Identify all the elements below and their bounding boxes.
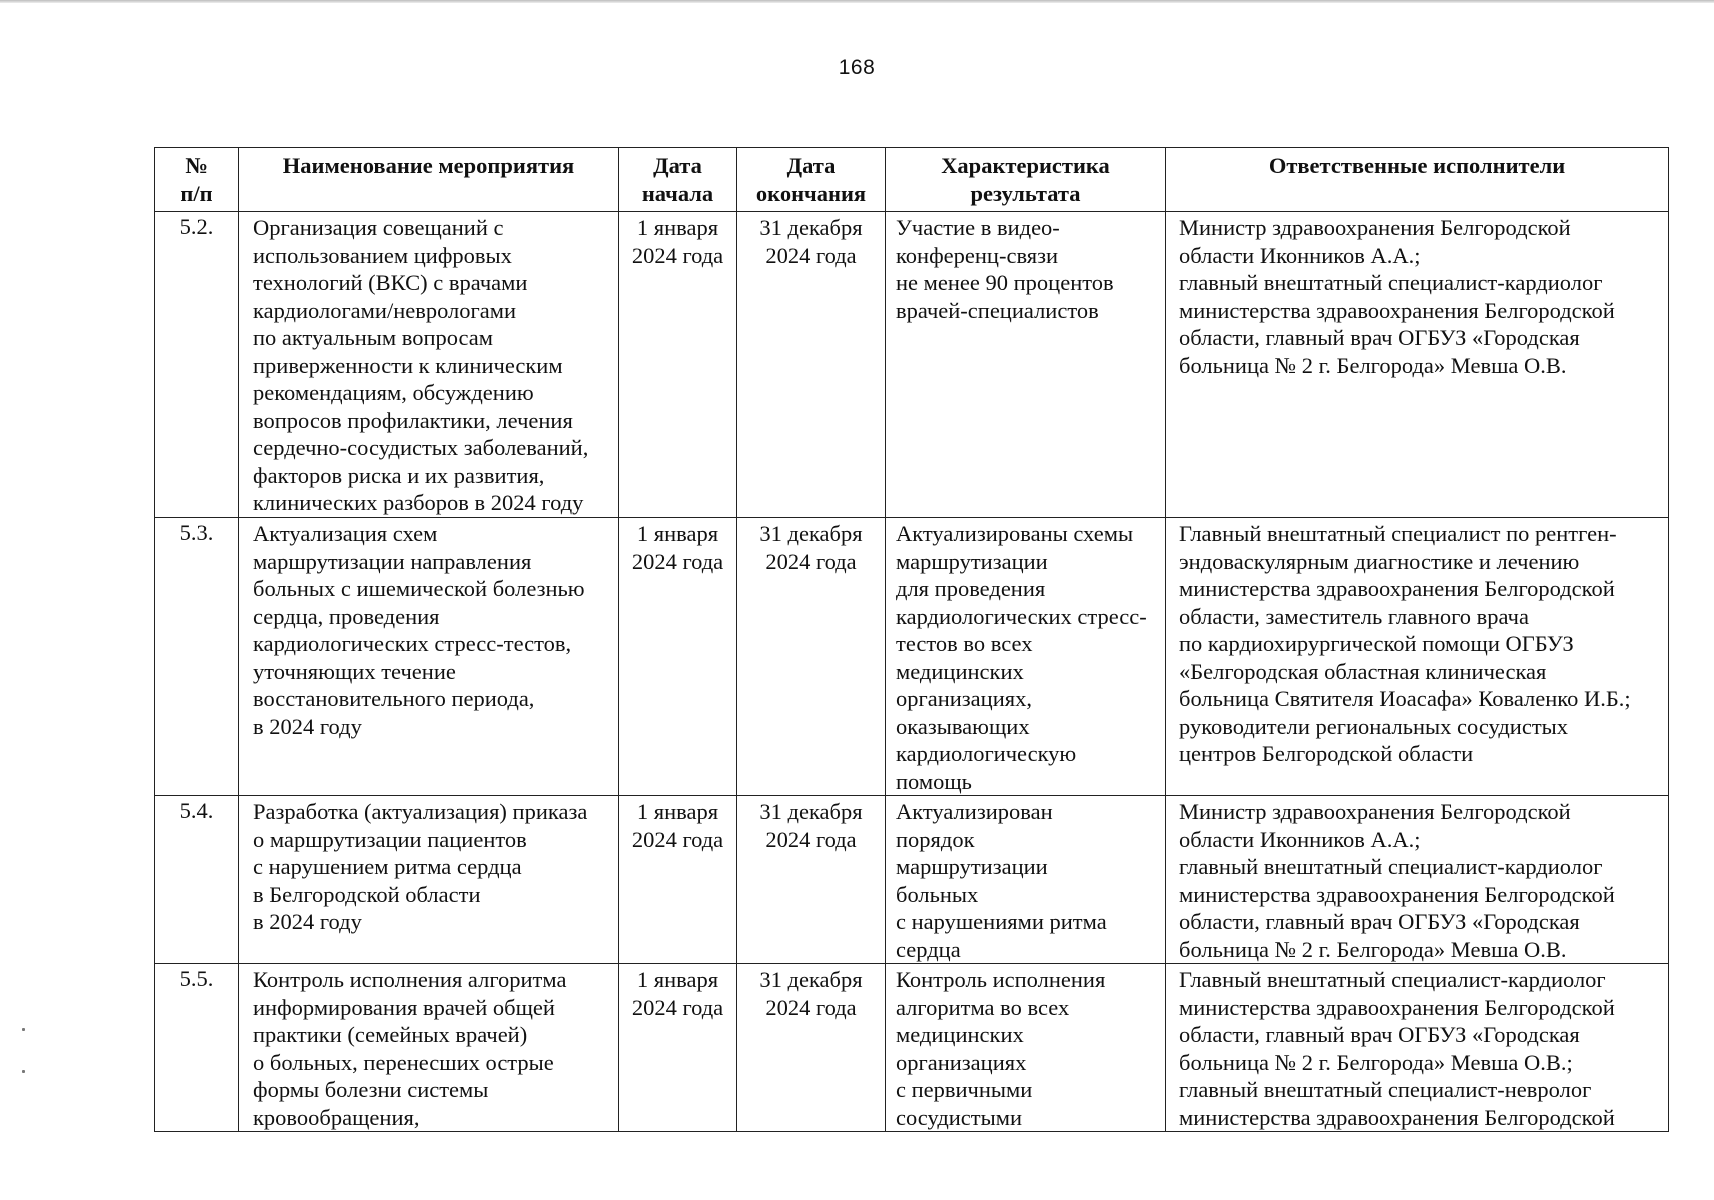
activity-name: Контроль исполнения алгоритма информирования врачей общей практики (семейных врачей) о больных, перенесших острые формы болезни системы кровообращения, <box>239 964 619 1132</box>
table-row <box>155 796 1669 964</box>
table-row <box>155 964 1669 1132</box>
header-number: № п/п <box>155 148 239 212</box>
header-end-date: Дата окончания <box>737 148 886 212</box>
header-responsible: Ответственные исполнители <box>1166 148 1669 212</box>
activity-name: Организация совещаний с использованием цифровых технологий (ВКС) с врачами кардиологами/неврологами по актуальным вопросам приверженности к клиническим рекомендациям, обсуждению вопросов профилактики, лечения сердечно-сосудистых заболеваний, факторов риска и их развития, клинических разборов в 2024 году <box>239 212 619 518</box>
end-date: 31 декабря 2024 года <box>737 796 886 964</box>
result-description: Актуализированы схемы маршрутизации для проведения кардиологических стресс- тестов во всех медицинских организациях, оказывающих кардиологическую помощь <box>886 518 1166 796</box>
start-date: 1 января 2024 года <box>619 212 737 518</box>
responsible-persons: Министр здравоохранения Белгородской области Иконников А.А.; главный внештатный специалист-кардиолог министерства здравоохранения Белгородской области, главный врач ОГБУЗ «Городская больница № 2 г. Белгорода» Мевша О.В. <box>1166 212 1669 518</box>
responsible-persons: Главный внештатный специалист-кардиолог министерства здравоохранения Белгородской области, главный врач ОГБУЗ «Городская больница № 2 г. Белгорода» Мевша О.В.; главный внештатный специалист-невролог министерства здравоохранения Белгородской <box>1166 964 1669 1132</box>
responsible-persons: Главный внештатный специалист по рентген- эндоваскулярным диагностике и лечению министерства здравоохранения Белгородской области, заместитель главного врача по кардиохирургической помощи ОГБУЗ «Белгородская областная клиническая больница Святителя Иоасафа» Коваленко И.Б.; руководители региональных сосудистых центров Белгородской области <box>1166 518 1669 796</box>
start-date: 1 января 2024 года <box>619 796 737 964</box>
table-header-row <box>155 148 1669 212</box>
responsible-persons: Министр здравоохранения Белгородской области Иконников А.А.; главный внештатный специалист-кардиолог министерства здравоохранения Белгородской области, главный врач ОГБУЗ «Городская больница № 2 г. Белгорода» Мевша О.В. <box>1166 796 1669 964</box>
scan-speck <box>22 1070 25 1073</box>
result-description: Участие в видео- конференц-связи не менее 90 процентов врачей-специалистов <box>886 212 1166 518</box>
header-activity-name: Наименование мероприятия <box>239 148 619 212</box>
header-result: Характеристика результата <box>886 148 1166 212</box>
header-start-date: Дата начала <box>619 148 737 212</box>
row-number: 5.2. <box>155 212 239 518</box>
page-number: 168 <box>838 56 876 79</box>
end-date: 31 декабря 2024 года <box>737 964 886 1132</box>
activity-name: Разработка (актуализация) приказа о маршрутизации пациентов с нарушением ритма сердца в Белгородской области в 2024 году <box>239 796 619 964</box>
activity-name: Актуализация схем маршрутизации направления больных с ишемической болезнью сердца, проведения кардиологических стресс-тестов, уточняющих течение восстановительного периода, в 2024 году <box>239 518 619 796</box>
end-date: 31 декабря 2024 года <box>737 518 886 796</box>
table-row <box>155 212 1669 518</box>
table-header <box>155 148 1669 212</box>
scan-top-edge <box>0 0 1714 3</box>
start-date: 1 января 2024 года <box>619 964 737 1132</box>
row-number: 5.4. <box>155 796 239 964</box>
row-number: 5.5. <box>155 964 239 1132</box>
result-description: Актуализирован порядок маршрутизации больных с нарушениями ритма сердца <box>886 796 1166 964</box>
result-description: Контроль исполнения алгоритма во всех медицинских организациях с первичными сосудистыми <box>886 964 1166 1132</box>
start-date: 1 января 2024 года <box>619 518 737 796</box>
row-number: 5.3. <box>155 518 239 796</box>
scan-speck <box>22 1028 25 1031</box>
activities-table <box>154 147 1669 1132</box>
end-date: 31 декабря 2024 года <box>737 212 886 518</box>
table-row <box>155 518 1669 796</box>
